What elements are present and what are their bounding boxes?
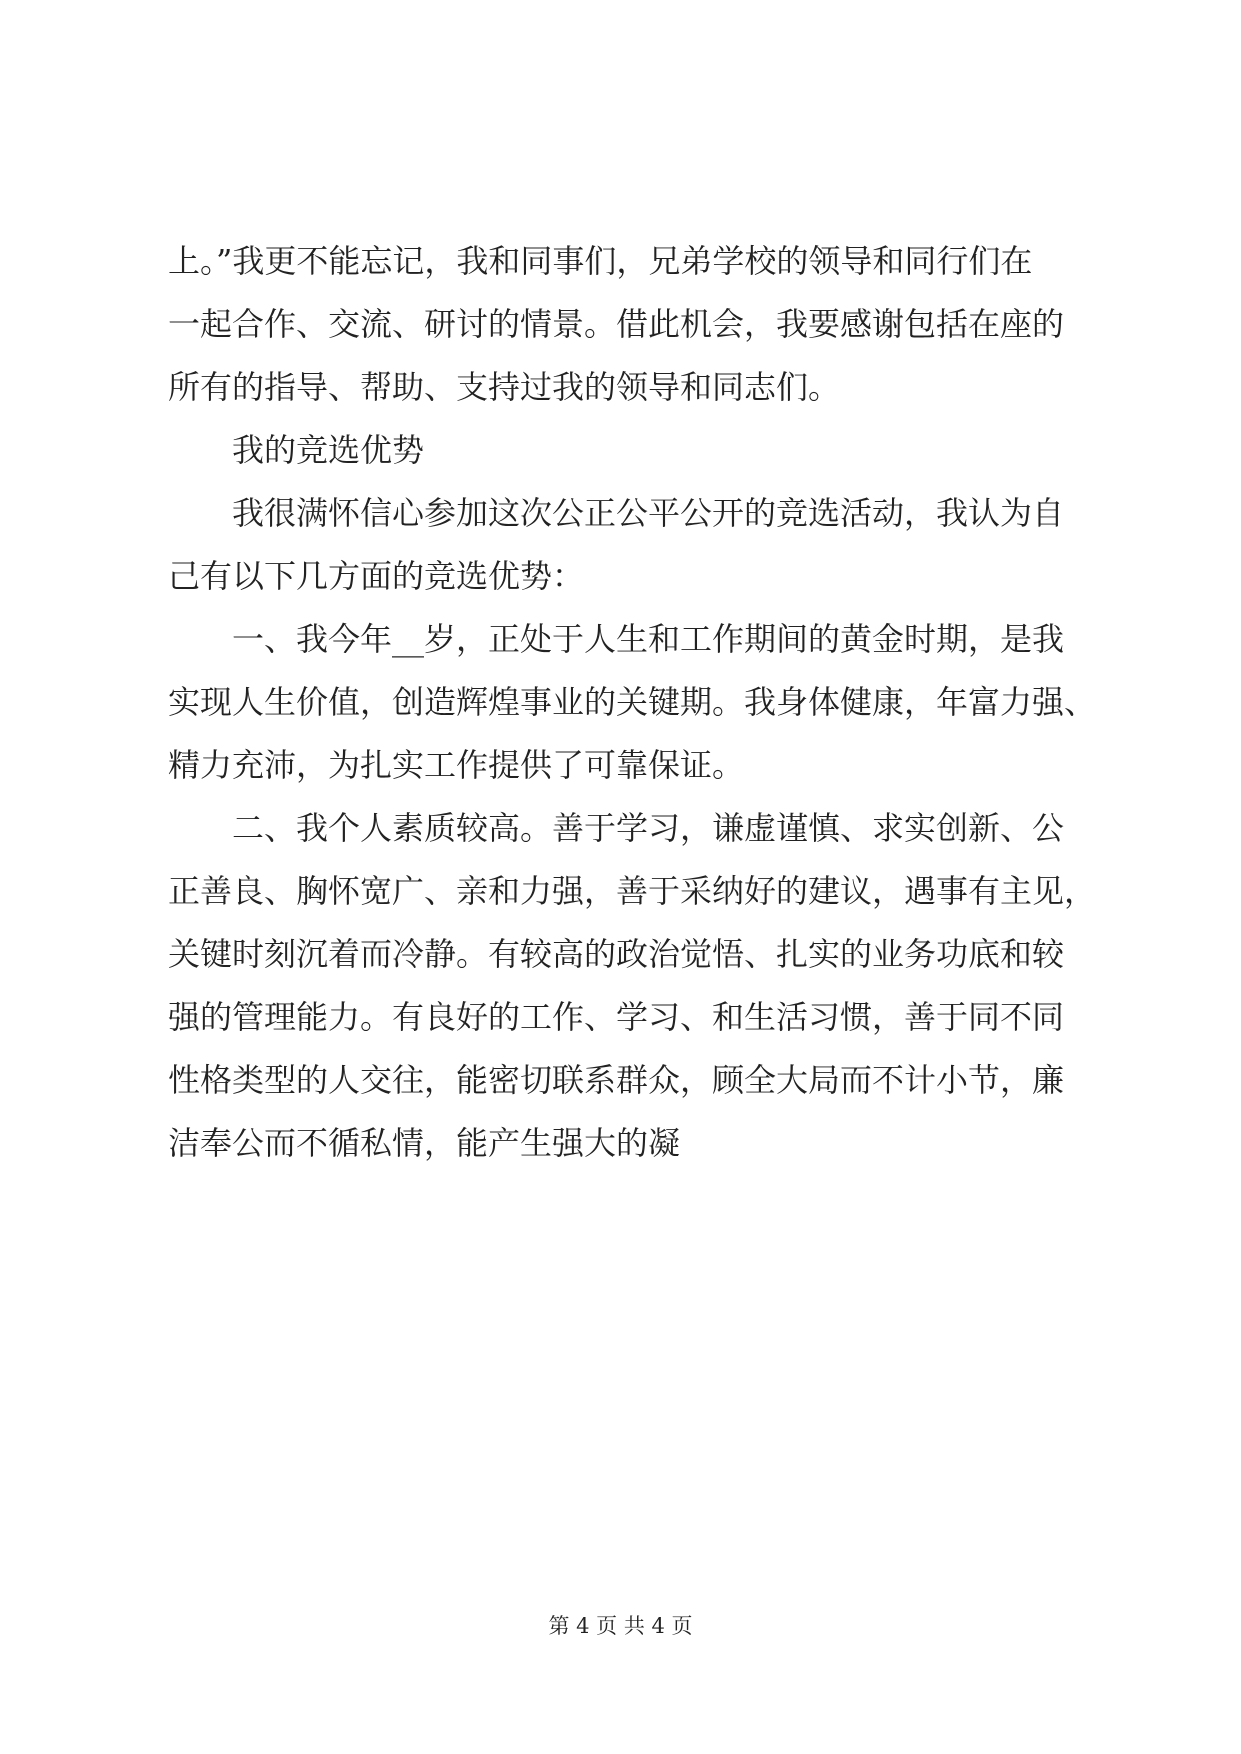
text-line: 洁奉公而不循私情，能产生强大的凝 — [168, 1124, 681, 1162]
text-line: 实现人生价值，创造辉煌事业的关键期。我身体健康，年富力强、 — [168, 683, 1097, 721]
text-line: 上。”我更不能忘记，我和同事们，兄弟学校的领导和同行们在 — [168, 242, 1033, 280]
document-body — [168, 230, 1097, 1175]
text-line: 一起合作、交流、研讨的情景。借此机会，我要感谢包括在座的 — [168, 305, 1065, 343]
text-line: 性格类型的人交往，能密切联系群众，顾全大局而不计小节，廉 — [168, 1061, 1065, 1099]
text-line: 一、我今年__岁，正处于人生和工作期间的黄金时期，是我 — [232, 620, 1065, 658]
text-line: 精力充沛，为扎实工作提供了可靠保证。 — [168, 746, 745, 784]
text-line: 正善良、胸怀宽广、亲和力强，善于采纳好的建议，遇事有主见， — [168, 872, 1097, 910]
text-line: 己有以下几方面的竞选优势： — [168, 557, 585, 595]
section-heading: 我的竞选优势 — [232, 431, 425, 469]
text-line: 关键时刻沉着而冷静。有较高的政治觉悟、扎实的业务功底和较 — [168, 935, 1065, 973]
text-line: 所有的指导、帮助、支持过我的领导和同志们。 — [168, 368, 841, 406]
page-number-footer: 第 4 页 共 4 页 — [548, 1614, 693, 1638]
text-line: 我很满怀信心参加这次公正公平公开的竞选活动，我认为自 — [232, 494, 1065, 532]
text-line: 强的管理能力。有良好的工作、学习、和生活习惯，善于同不同 — [168, 998, 1065, 1036]
text-line: 二、我个人素质较高。善于学习，谦虚谨慎、求实创新、公 — [232, 809, 1065, 847]
